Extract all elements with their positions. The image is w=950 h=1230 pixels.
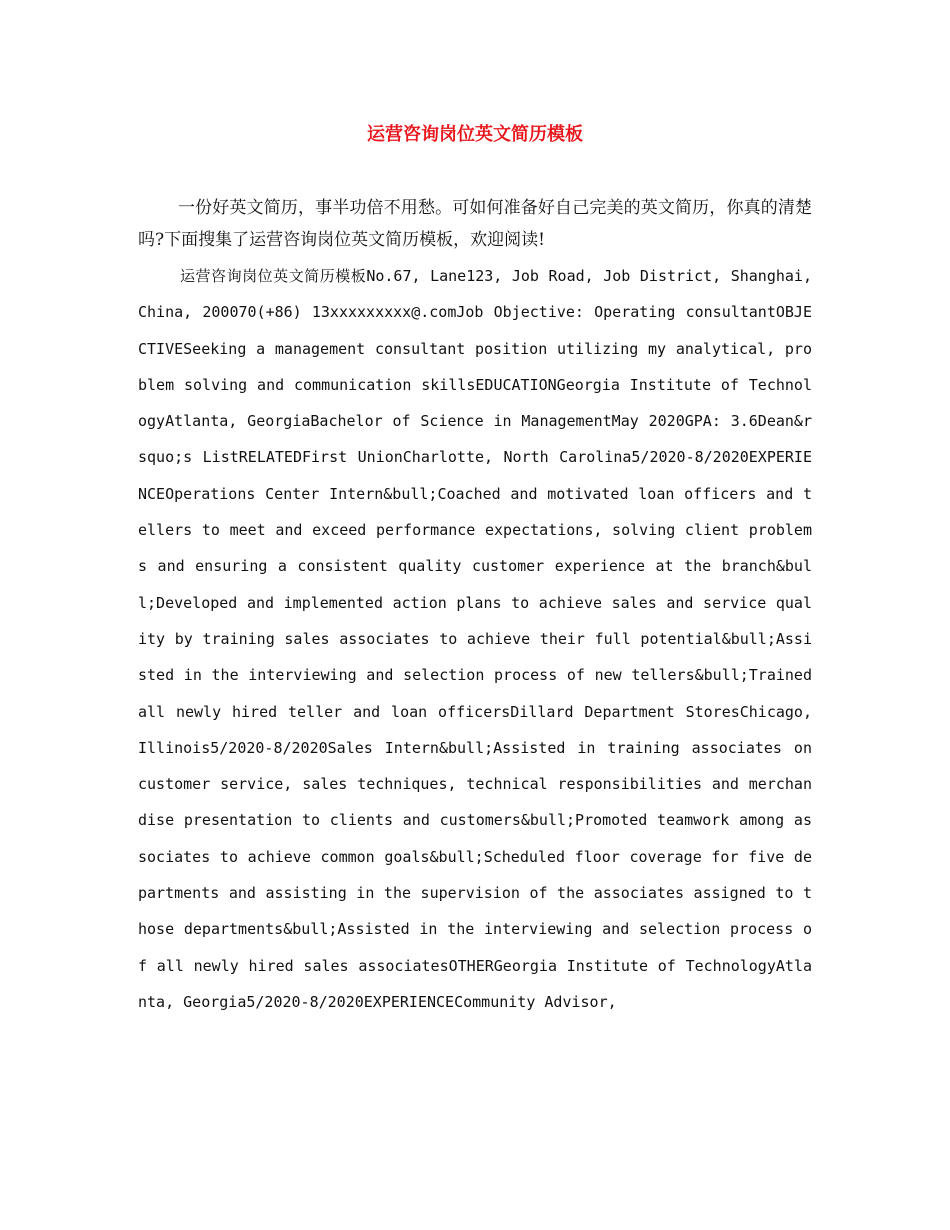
document-title: 运营咨询岗位英文简历模板	[367, 124, 583, 145]
resume-body-paragraph: 运营咨询岗位英文简历模板No.67, Lane123, Job Road, Job District, Shanghai, China, 200070(+86) 13xxxxxxxxx@.comJob Objective: Operating consultantOBJECTIVESeeking a management consultant position utilizing my analytical, problem solving and communication skillsEDUCATIONGeorgia Institute of TechnologyAtlanta, GeorgiaBachelor of Science in ManagementMay 2020GPA: 3.6Dean&rsquo;s ListRELATEDFirst UnionCharlotte, North Carolina5/2020-8/2020EXPERIENCEOperations Center Intern&bull;Coached and motivated loan officers and tellers to meet and exceed performance expectations, solving client problems and ensuring a consistent quality customer experience at the branch&bull;Developed and implemented action plans to achieve sales and service quality by training sales associates to achieve their full potential&bull;Assisted in the interviewing and selection process of new tellers&bull;Trained all newly hired teller and loan officersDillard Department StoresChicago, Illinois5/2020-8/2020Sales Intern&bull;Assisted in training associates on customer service, sales techniques, technical responsibilities and merchandise presentation to clients and customers&bull;Promoted teamwork among associates to achieve common goals&bull;Scheduled floor coverage for five departments and assisting in the supervision of the associates assigned to those departments&bull;Assisted in the interviewing and selection process of all newly hired sales associatesOTHERGeorgia Institute of TechnologyAtlanta, Georgia5/2020-8/2020EXPERIENCECommunity Advisor,	[138, 267, 812, 1011]
intro-paragraph: 一份好英文简历，事半功倍不用愁。可如何准备好自己完美的英文简历，你真的清楚吗?下面搜集了运营咨询岗位英文简历模板，欢迎阅读!	[138, 198, 812, 250]
